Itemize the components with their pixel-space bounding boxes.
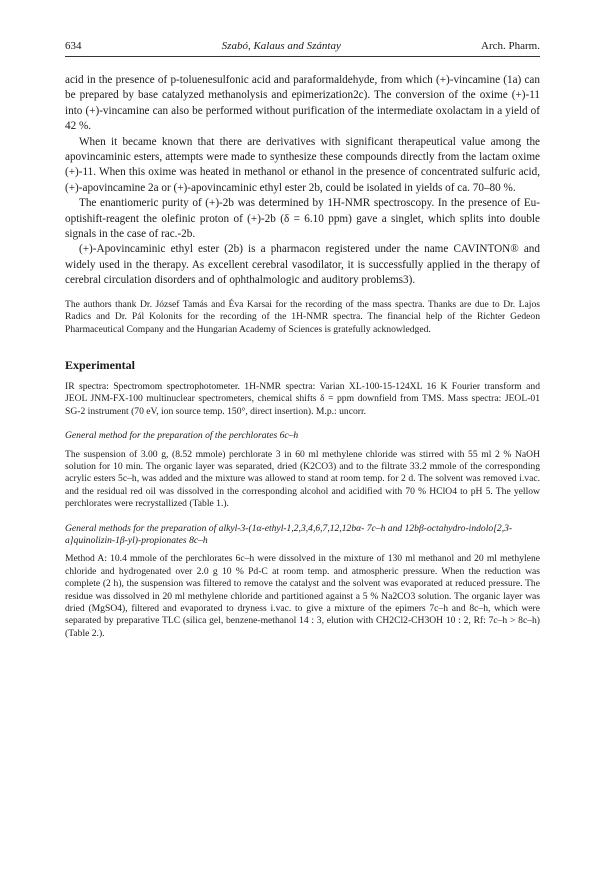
body-paragraph: When it became known that there are derivatives with significant therapeutical value among the apovincaminic esters, attempts were made to synthesize these compounds directly from the lactam oxime (+)-11. When this oxime was heated in methanol or ethanol in the presence of concentrated sulfuric acid, (+)-apovincamine 2a or (+)-apovincaminic ethyl ester 2b, could be isolated in yields of ca. 70–80 %. — [65, 135, 540, 194]
acknowledgement — [65, 299, 540, 336]
propionates-heading: General methods for the preparation of alkyl-3-(1α-ethyl-1,2,3,4,6,7,12,12bα- 7c–h and 12bβ-octahydro-indolo[2,3-a]quinolizin-1β-yl)-propionates 8c–h — [65, 522, 513, 546]
running-head — [65, 40, 540, 57]
body-paragraph: (+)-Apovincaminic ethyl ester (2b) is a pharmacon registered under the name CAVINTON® and widely used in the therapy. As excellent cerebral vasodilator, it is successfully applied in the therapy of cerebral circulation disorders and of ophthalmologic and auditory problems3). — [65, 243, 540, 287]
perchlorates-heading: General method for the preparation of the perchlorates 6c–h — [65, 430, 299, 442]
perchlorates-subheading — [65, 430, 540, 442]
experimental-heading: Experimental — [65, 357, 135, 372]
method-a-section — [65, 553, 540, 640]
acknowledgement-text: The authors thank Dr. József Tamás and Éva Karsai for the recording of the mass spectra. Thanks are due to Dr. Lajos Radics and Dr. Pál Kolonits for the recording of the 1H-NMR spectra. The financial help of the Richter Gedeon Pharmaceutical Company and the Hungarian Academy of Sciences is gratefully acknowledged. — [65, 298, 540, 335]
body-text — [65, 73, 540, 289]
perchlorates-text: The suspension of 3.00 g, (8.52 mmole) perchlorate 3 in 60 ml methylene chloride was stirred with 55 ml 2 % NaOH solution for 10 min. The organic layer was separated, dried (K2CO3) and to the filtrate 33.2 mmole of the corresponding acrylic esters 5c–h, was added and the mixture was allowed to stand at room temp. for 2 d. The solvent was removed i.vac. and the residual red oil was dissolved in the corresponding alcohol and acidified with 70 % HClO4 to pH 5. The yellow perchlorates were recrystallized (Table 1.). — [65, 448, 540, 510]
journal-name: Arch. Pharm. — [481, 40, 540, 52]
instruments-text: IR spectra: Spectromom spectrophotometer. 1H-NMR spectra: Varian XL-100-15-124XL 16 K Fourier transform and JEOL JNM-FX-100 multinuclear spectrometers, chemical shifts δ = ppm downfield from TMS. Mass spectra: JEOL-01 SG-2 instrument (70 eV, ion source temp. 150°, direct insertion). M.p.: uncorr. — [65, 380, 540, 417]
page — [65, 40, 540, 640]
page-number: 634 — [65, 40, 82, 52]
body-paragraph: The enantiomeric purity of (+)-2b was determined by 1H-NMR spectroscopy. In the presence of Eu-optishift-reagent the olefinic proton of (+)-2b (δ = 6.10 ppm) gave a singlet, which splits into double signals in the case of rac.-2b. — [65, 197, 540, 241]
instruments-section — [65, 381, 540, 418]
body-paragraph: acid in the presence of p-toluenesulfonic acid and paraformaldehyde, from which (+)-vincamine (1a) can be prepared by base catalyzed methanolysis and epimerization2c). The conversion of the oxime (+)-11 into (+)-vincamine can also be performed without purification of the intermediate oxolactam in a yield of 42 %. — [65, 74, 540, 133]
method-a-text: Method A: 10.4 mmole of the perchlorates 6c–h were dissolved in the mixture of 130 ml methanol and 20 ml methylene chloride and hydrogenated over 2.0 g 10 % Pd-C at room temp. and atmospheric pressure. When the reduction was complete (2 h), the suspension was filtered to remove the catalyst and the solvent was evaporated at reduced pressure. The residue was dissolved in 20 ml methylene chloride and partitioned against a 5 % Na2CO3 solution. The organic layer was dried (MgSO4), filtered and evaporated to dryness i.vac. to give a mixture of the epimers 7c–h and 8c–h, which were separated by preparative TLC (silica gel, benzene-methanol 14 : 3, elution with CH2Cl2-CH3OH 10 : 2, Rf: 7c–h > 8c–h) (Table 2.). — [65, 553, 540, 639]
propionates-subheading — [65, 523, 540, 548]
running-head-authors: Szabó, Kalaus and Szántay — [221, 40, 341, 52]
perchlorates-section — [65, 449, 540, 511]
